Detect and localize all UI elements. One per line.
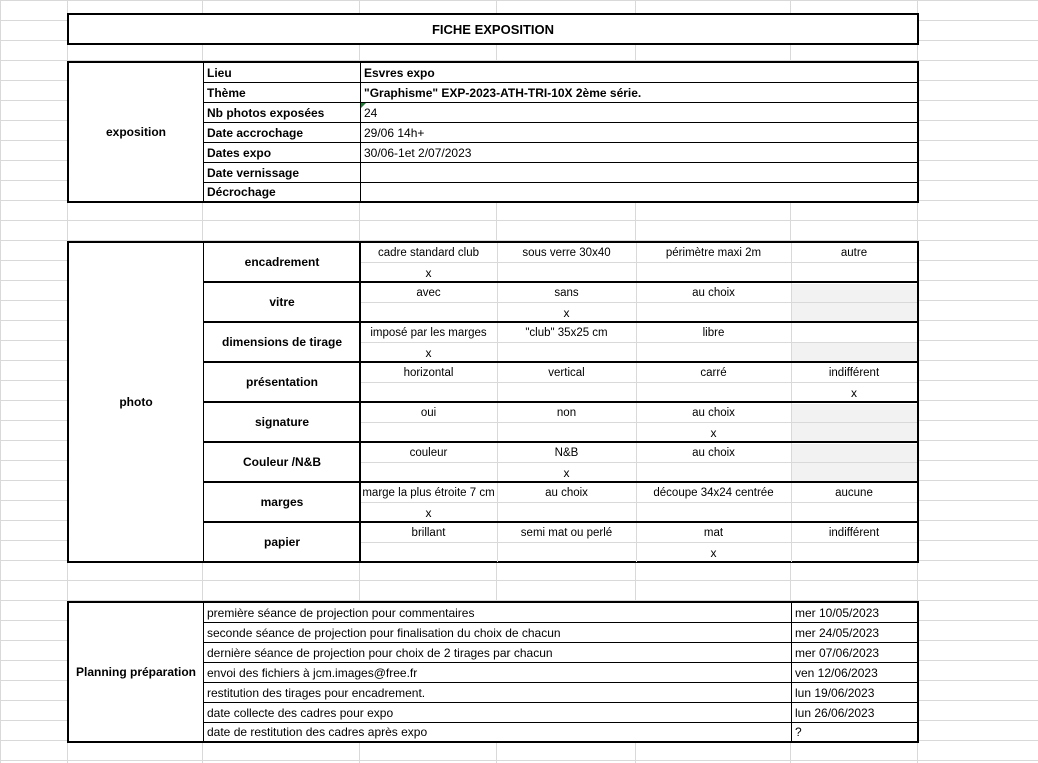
row-value-date-accrochage[interactable]: 29/06 14h+ — [364, 125, 425, 140]
photo-option[interactable]: périmètre maxi 2m — [665, 246, 762, 259]
planning-task-4: envoi des fichiers à jcm.images@free.fr — [207, 665, 418, 680]
exposition-label: exposition — [105, 125, 166, 139]
row-label-dates-expo: Dates expo — [207, 145, 272, 160]
planning-date-7[interactable]: ? — [795, 725, 802, 739]
row-value-dates-expo[interactable]: 30/06-1et 2/07/2023 — [364, 145, 472, 160]
photo-option[interactable]: au choix — [692, 406, 735, 419]
row-value-theme[interactable]: "Graphisme" EXP-2023-ATH-TRI-10X 2ème série. — [364, 85, 642, 100]
photo-option[interactable]: libre — [702, 326, 725, 339]
planning-date-2[interactable]: mer 24/05/2023 — [795, 625, 880, 640]
photo-selection-mark[interactable]: x — [710, 545, 717, 560]
photo-option[interactable]: "club" 35x25 cm — [525, 326, 608, 339]
photo-option[interactable]: indifférent — [828, 366, 880, 379]
planning-task-2: seconde séance de projection pour finalisation du choix de chacun — [207, 625, 561, 640]
photo-option[interactable]: marge la plus étroite 7 cm — [362, 486, 495, 499]
photo-selection-mark[interactable]: x — [425, 265, 432, 280]
planning-task-6: date collecte des cadres pour expo — [207, 705, 394, 720]
title-box — [67, 13, 919, 45]
planning-task-5: restitution des tirages pour encadrement. — [207, 685, 426, 700]
photo-row-label: vitre — [269, 295, 295, 309]
row-label-decrochage: Décrochage — [207, 185, 276, 199]
row-label-theme: Thème — [207, 85, 246, 100]
photo-option[interactable]: carré — [700, 366, 727, 379]
row-label-date-vernissage: Date vernissage — [207, 165, 300, 180]
photo-option[interactable]: N&B — [554, 446, 579, 459]
photo-selection-mark[interactable]: x — [563, 305, 570, 320]
row-value-lieu[interactable]: Esvres expo — [364, 65, 435, 80]
planning-task-1: première séance de projection pour commentaires — [207, 605, 475, 620]
photo-selection-mark[interactable]: x — [851, 385, 857, 400]
photo-row-label: marges — [260, 495, 304, 509]
row-label-date-accrochage: Date accrochage — [207, 125, 304, 140]
photo-option[interactable]: brillant — [411, 526, 446, 539]
row-value-nb-photos[interactable]: 24 — [364, 105, 378, 120]
photo-option[interactable]: semi mat ou perlé — [520, 526, 613, 539]
planning-label: Planning préparation — [75, 665, 196, 679]
photo-option[interactable]: avec — [416, 286, 441, 299]
planning-date-3[interactable]: mer 07/06/2023 — [795, 645, 880, 660]
planning-date-6[interactable]: lun 26/06/2023 — [795, 705, 875, 720]
photo-selection-mark[interactable]: x — [425, 345, 432, 360]
planning-date-4[interactable]: ven 12/06/2023 — [795, 665, 878, 680]
photo-row-label: encadrement — [244, 255, 320, 269]
exposition-section — [67, 61, 919, 203]
photo-row-label: papier — [263, 535, 300, 549]
photo-row-label: présentation — [245, 375, 318, 389]
photo-option[interactable]: découpe 34x24 centrée — [653, 486, 774, 499]
row-value-date-vernissage[interactable] — [361, 163, 917, 182]
planning-task-3: dernière séance de projection pour choix de 2 tirages par chacun — [207, 645, 553, 660]
photo-empty-cell — [792, 343, 917, 361]
photo-option[interactable]: mat — [703, 526, 724, 539]
photo-selection-mark[interactable]: x — [425, 505, 432, 520]
photo-row-label: dimensions de tirage — [221, 335, 343, 349]
planning-date-1[interactable]: mer 10/05/2023 — [795, 605, 880, 620]
row-label-nb-photos: Nb photos exposées — [207, 105, 325, 120]
photo-option[interactable]: sans — [554, 286, 579, 299]
photo-option[interactable]: couleur — [409, 446, 448, 459]
photo-option[interactable]: non — [556, 406, 577, 419]
photo-selection-mark[interactable]: x — [710, 425, 717, 440]
photo-option[interactable]: indifférent — [828, 526, 880, 539]
photo-option[interactable]: autre — [840, 246, 868, 259]
photo-selection-mark[interactable]: x — [563, 465, 570, 480]
photo-option[interactable]: horizontal — [403, 366, 454, 379]
page-title: FICHE EXPOSITION — [431, 21, 555, 37]
planning-section — [67, 601, 919, 743]
planning-date-5[interactable]: lun 19/06/2023 — [795, 685, 875, 700]
photo-option[interactable]: aucune — [835, 486, 873, 499]
photo-option[interactable]: au choix — [692, 446, 735, 459]
photo-option[interactable]: imposé par les marges — [370, 326, 487, 339]
photo-option[interactable]: vertical — [548, 366, 585, 379]
row-label-lieu: Lieu — [207, 65, 232, 80]
photo-row-label: Couleur /N&B — [243, 455, 321, 469]
photo-option[interactable]: au choix — [692, 286, 735, 299]
photo-option[interactable]: sous verre 30x40 — [522, 246, 611, 259]
photo-row-label: signature — [254, 415, 309, 429]
photo-section — [67, 241, 919, 563]
planning-task-7: date de restitution des cadres après expo — [207, 725, 428, 739]
photo-label: photo — [119, 395, 153, 409]
row-value-decrochage[interactable] — [361, 183, 917, 201]
photo-option[interactable]: au choix — [545, 486, 588, 499]
photo-option[interactable]: oui — [420, 406, 437, 419]
photo-option[interactable]: cadre standard club — [377, 246, 479, 259]
